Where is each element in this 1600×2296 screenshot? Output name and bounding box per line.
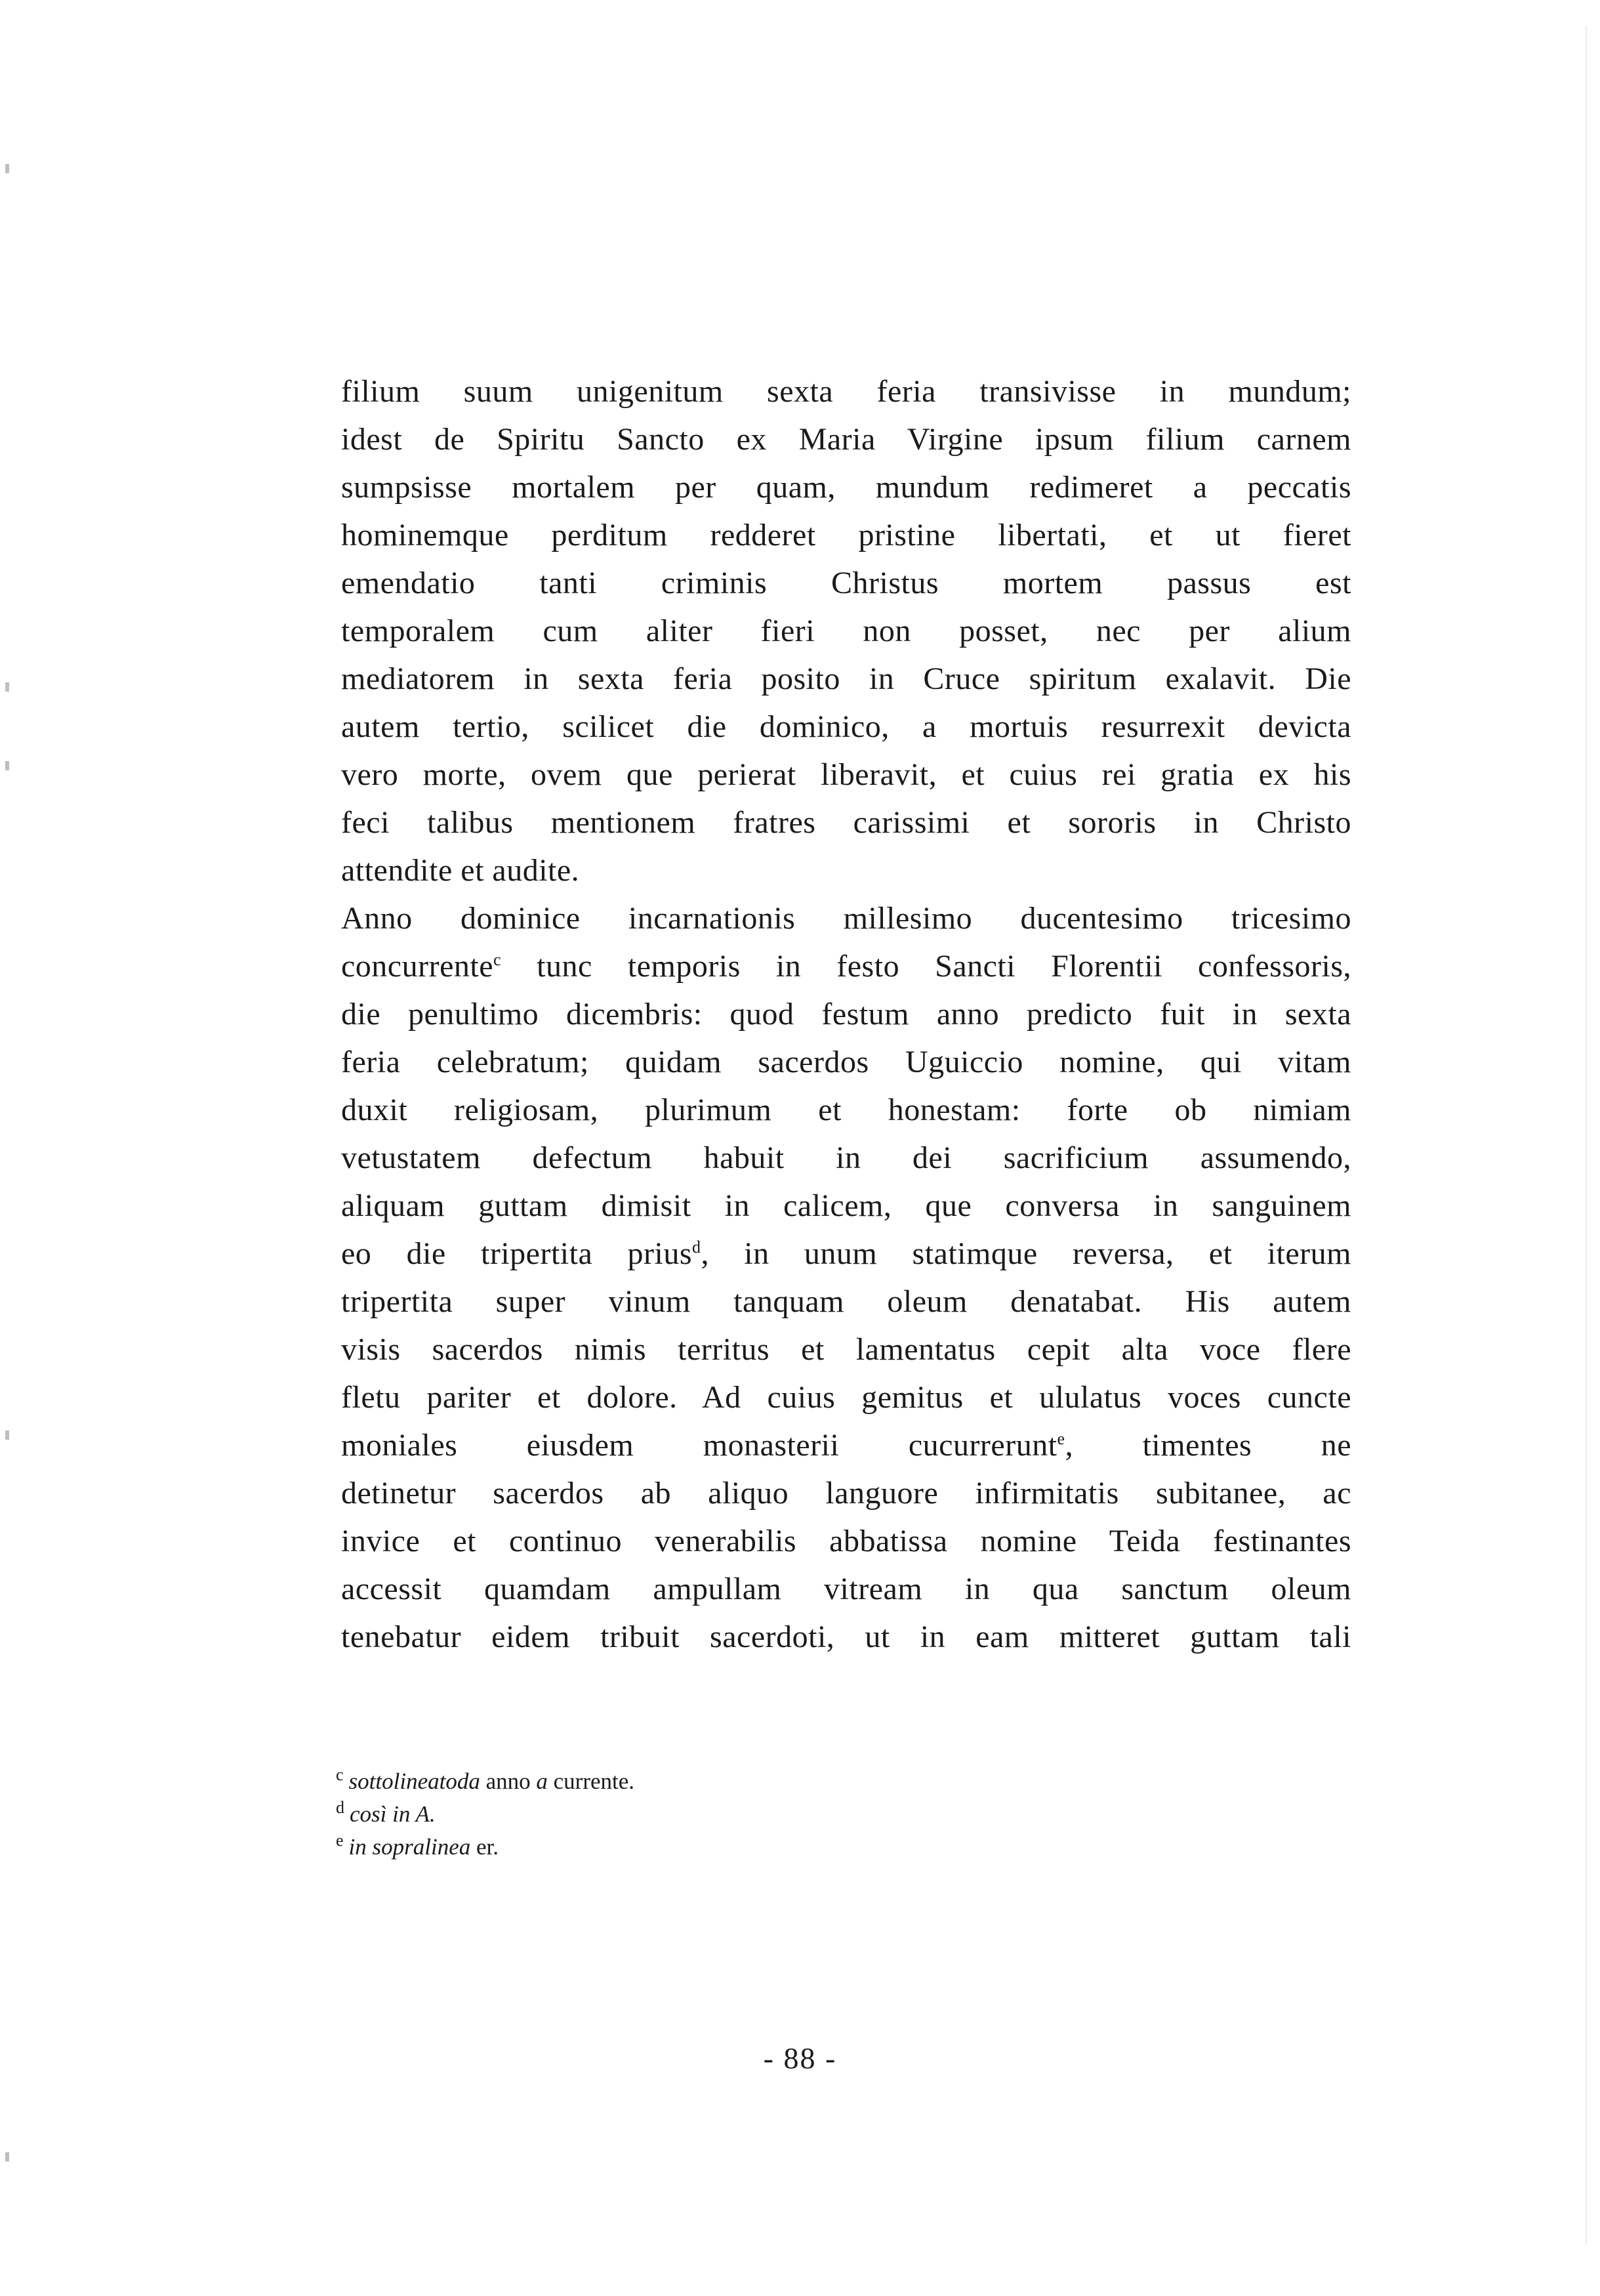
footnote-mark: c — [336, 1765, 344, 1785]
text-line: temporalem cum aliter fieri non posset, nec per alium — [341, 614, 1351, 648]
text-segment: moniales eiusdem monasterii cucurrerunt — [341, 1428, 1057, 1463]
text-segment: tunc temporis in festo Sancti Florentii confessoris, — [537, 949, 1352, 984]
footnote-ref-e: e — [1057, 1429, 1065, 1448]
scan-edge-shadow — [1586, 26, 1587, 2244]
text-line: visis sacerdos nimis territus et lamentatus cepit alta voce flere — [341, 1332, 1351, 1367]
footnote-mark: e — [336, 1831, 344, 1850]
footnote-c — [336, 1765, 1123, 1798]
text-line: tenebatur eidem tribuit sacerdoti, ut in eam mitteret guttam tali — [341, 1619, 1351, 1654]
text-line: hominemque perditum redderet pristine libertati, et ut fieret — [341, 518, 1351, 553]
footnote-ref-c: c — [493, 950, 502, 969]
text-line — [341, 1421, 1351, 1469]
text-line: vetustatem defectum habuit in dei sacrificium assumendo, — [341, 1140, 1351, 1175]
footnote-italic: in sopralinea — [348, 1834, 471, 1860]
text-line: feci talibus mentionem fratres carissimi et sororis in Christo — [341, 805, 1351, 840]
footnote-text: currente. — [547, 1768, 635, 1794]
footnote-text: anno — [480, 1768, 537, 1794]
scan-edge-mark — [5, 1430, 9, 1440]
text-line: invice et continuo venerabilis abbatissa nomine Teida festinantes — [341, 1524, 1351, 1558]
text-line: Anno dominice incarnationis millesimo ducentesimo tricesimo — [341, 901, 1351, 936]
text-line: mediatorem in sexta feria posito in Cruce spiritum exalavit. Die — [341, 661, 1351, 696]
text-line: idest de Spiritu Sancto ex Maria Virgine ipsum filium carnem — [341, 422, 1351, 457]
footnote-mark: d — [336, 1798, 344, 1818]
text-line: feria celebratum; quidam sacerdos Uguiccio nomine, qui vitam — [341, 1045, 1351, 1079]
footnotes — [336, 1765, 1123, 1864]
footnote-ref-d: d — [692, 1238, 701, 1257]
footnote-text: er. — [470, 1834, 499, 1860]
footnote-italic: così in A. — [350, 1801, 436, 1827]
scan-edge-mark — [5, 682, 9, 692]
text-segment: concurrente — [341, 949, 494, 984]
footnote-d — [336, 1798, 1123, 1831]
text-line: detinetur sacerdos ab aliquo languore infirmitatis subitanee, ac — [341, 1476, 1351, 1511]
scan-edge-mark — [5, 2152, 9, 2161]
scan-edge-mark — [5, 761, 9, 770]
body-text — [341, 367, 1351, 1661]
scan-edge-mark — [5, 164, 9, 173]
text-line: accessit quamdam ampullam vitream in qua sanctum oleum — [341, 1572, 1351, 1606]
footnote-italic: sottolineatoda — [348, 1768, 480, 1794]
text-segment: eo die tripertita prius — [341, 1236, 693, 1271]
text-line: fletu pariter et dolore. Ad cuius gemitus et ululatus voces cuncte — [341, 1380, 1351, 1415]
text-segment: , timentes ne — [1065, 1428, 1352, 1463]
page-number: - 88 - — [763, 2041, 837, 2075]
text-line: tripertita super vinum tanquam oleum denatabat. His autem — [341, 1284, 1351, 1319]
text-line: autem tertio, scilicet die dominico, a mortuis resurrexit devicta — [341, 709, 1351, 744]
text-line: die penultimo dicembris: quod festum anno predicto fuit in sexta — [341, 997, 1351, 1032]
text-line: emendatio tanti criminis Christus mortem passus est — [341, 566, 1351, 600]
text-line: vero morte, ovem que perierat liberavit, et cuius rei gratia ex his — [341, 757, 1351, 792]
text-segment: , in unum statimque reversa, et iterum — [701, 1236, 1351, 1271]
text-line: duxit religiosam, plurimum et honestam: forte ob nimiam — [341, 1093, 1351, 1127]
footnote-e — [336, 1831, 1123, 1864]
footnote-italic: a — [536, 1768, 548, 1794]
text-line — [341, 942, 1351, 990]
text-line: attendite et audite. — [341, 853, 580, 888]
text-line — [341, 1230, 1351, 1278]
text-line: sumpsisse mortalem per quam, mundum redimeret a peccatis — [341, 470, 1351, 505]
text-line: filium suum unigenitum sexta feria transivisse in mundum; — [341, 374, 1351, 409]
text-line: aliquam guttam dimisit in calicem, que conversa in sanguinem — [341, 1188, 1351, 1223]
